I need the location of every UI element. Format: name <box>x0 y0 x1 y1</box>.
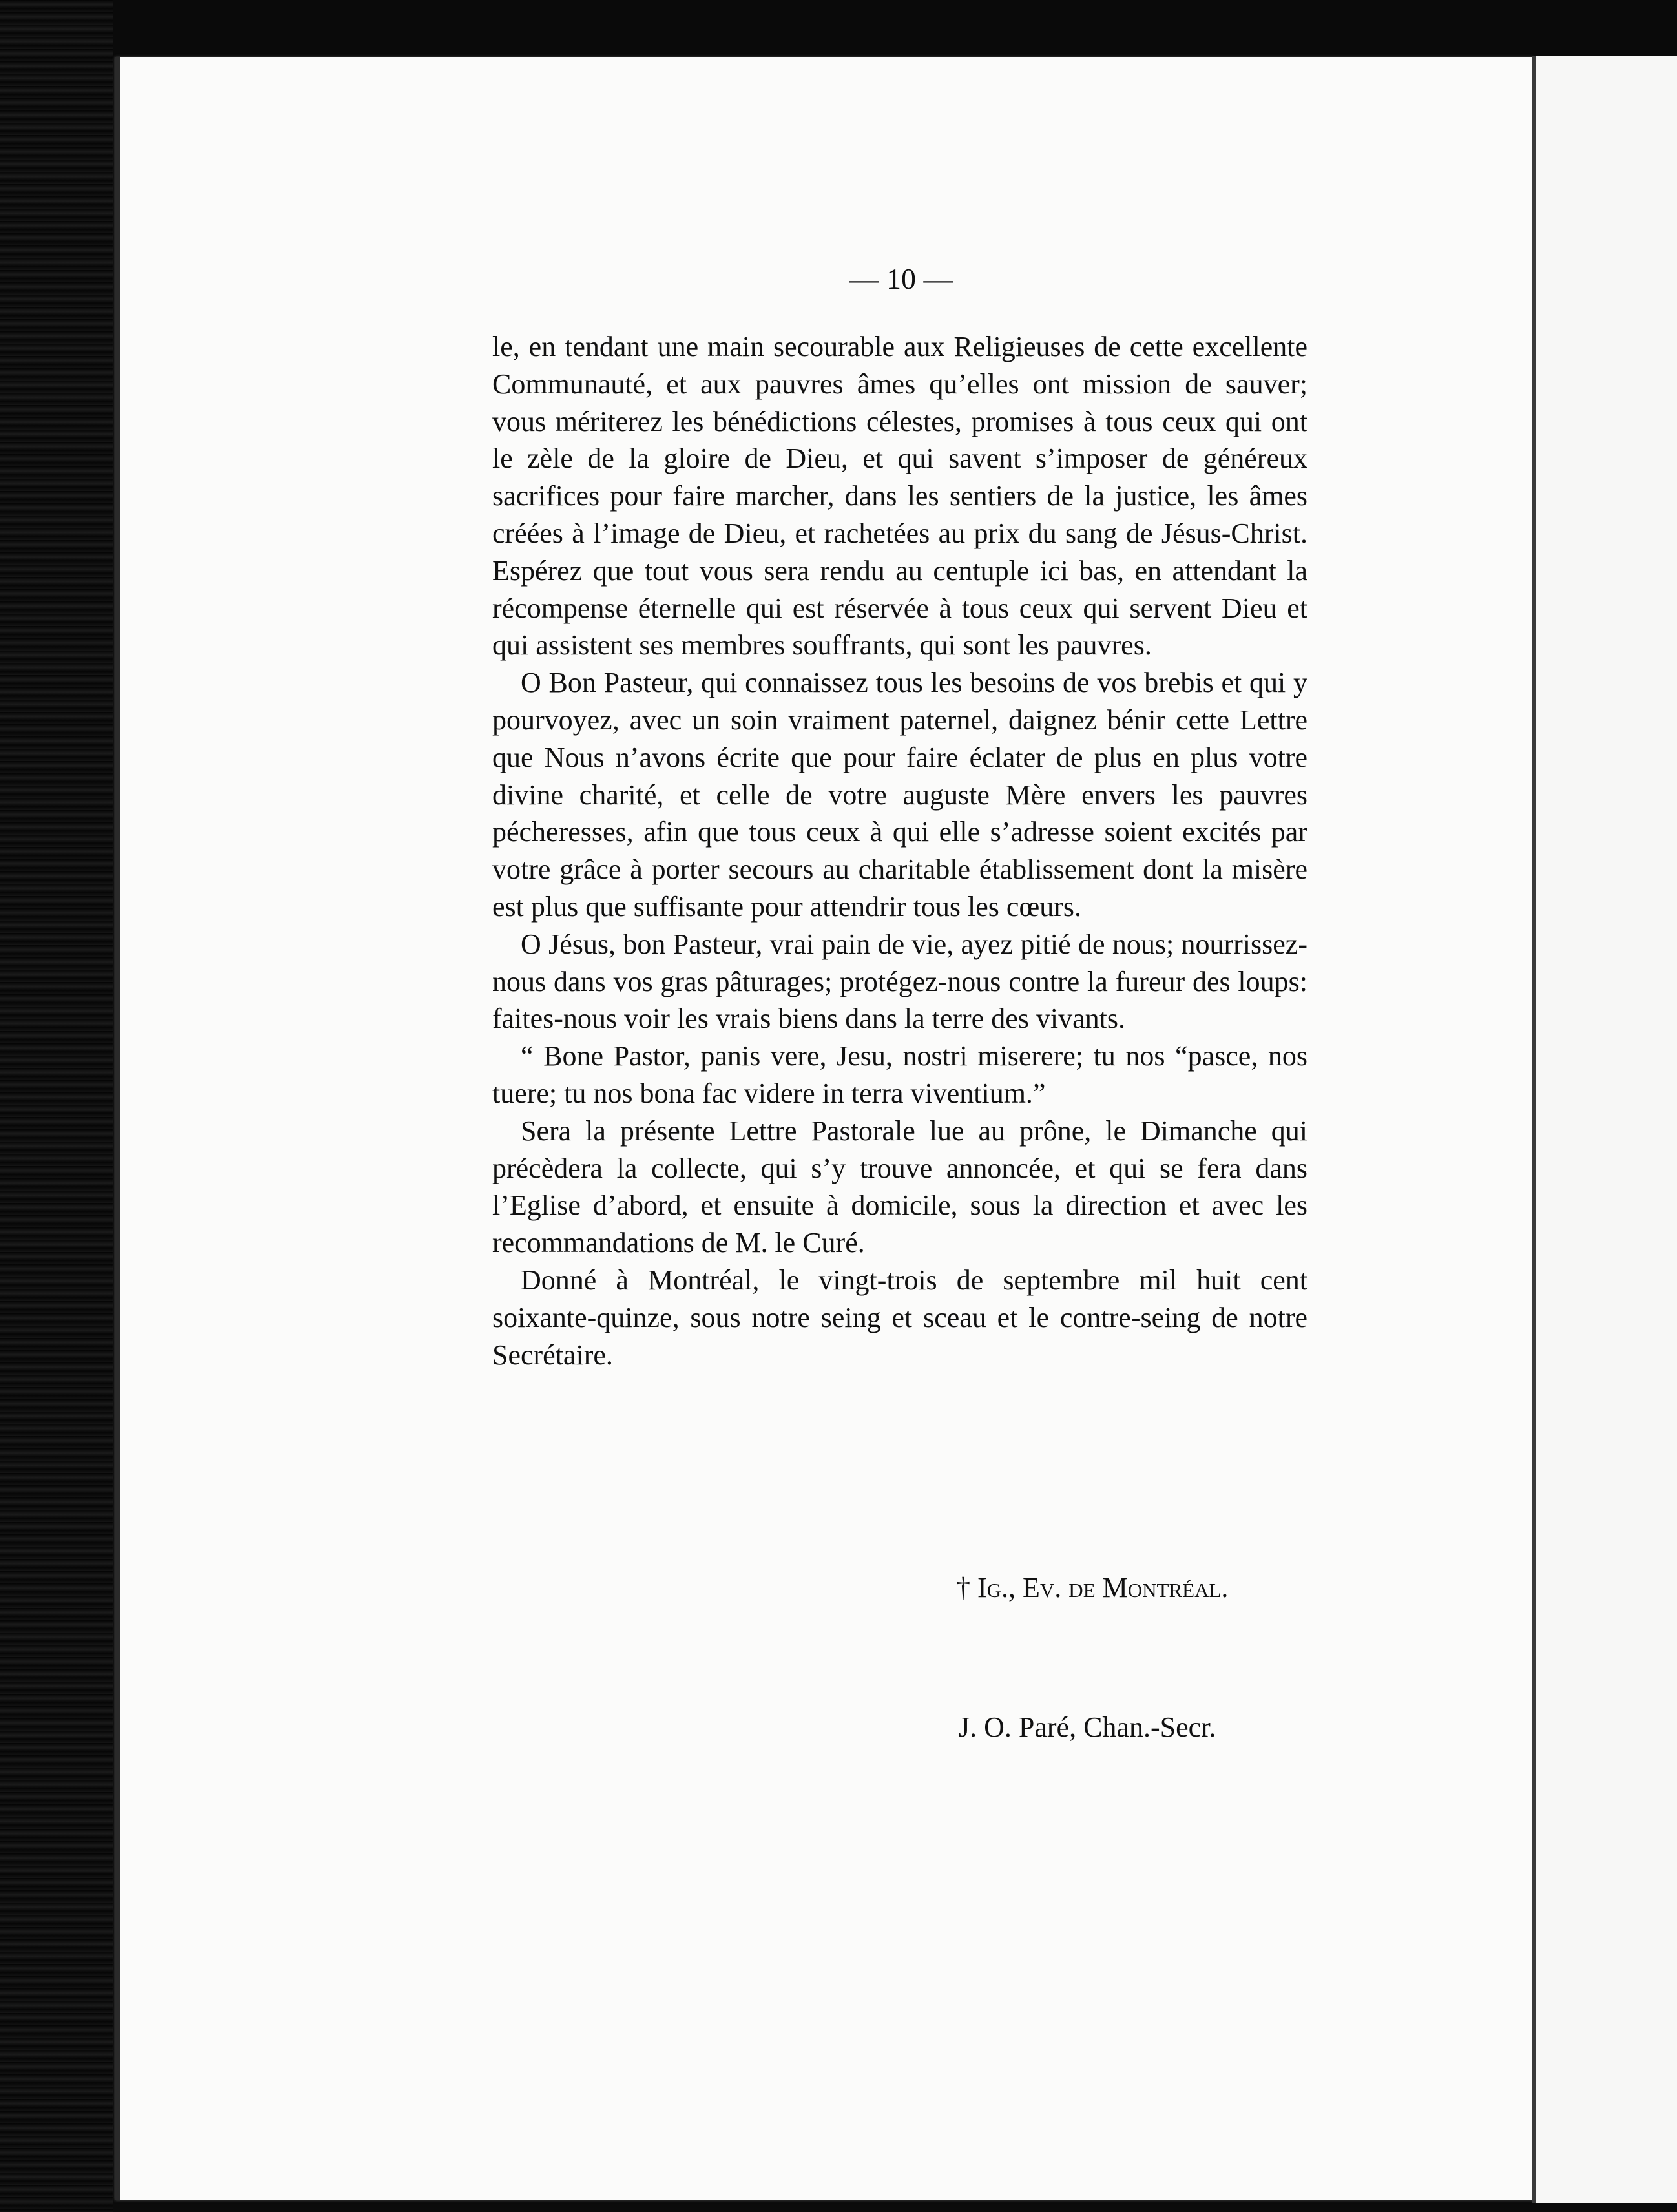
paragraph-continued: le, en tendant une main secourable aux Religieuses de cette excellente Communauté, et aux pauvres âmes qu’elles ont mission de sauver; vous mériterez les bénédictions célestes, promises à tous ceux qui ont le zèle de la gloire de Dieu, et qui savent s’imposer de généreux sacrifices pour faire marcher, dans les sentiers de la justice, les âmes créées à l’image de Dieu, et rachetées au prix du sang de Jésus-Christ. Espérez que tout vous sera rendu au centuple ici bas, en attendant la récompense éternelle qui est réservée à tous ceux qui servent Dieu et qui assistent ses membres souffrants, qui sont les pauvres. <box>492 331 1307 662</box>
paragraph-date-place: Donné à Montréal, le vingt-trois de septembre mil huit cent soixante-quinze, sous notre seing et sceau et le contre-seing de notre Secrétaire. <box>492 1264 1307 1371</box>
paragraph-reading-instruction: Sera la présente Lettre Pastorale lue au prône, le Dimanche qui précèdera la collecte, qui s’y trouve annoncée, et qui se fera dans l’Eglise d’abord, et ensuite à domicile, sous la direction et avec les recommandations de M. le Curé. <box>492 1114 1307 1259</box>
page-number: — 10 — <box>849 262 953 295</box>
paragraph-latin-quote: “ Bone Pastor, panis vere, Jesu, nostri miserere; tu nos “pasce, nos tuere; tu nos bona fac videre in terra viventium.” <box>492 1040 1307 1109</box>
bishop-signature: † Ig., Ev. de Montréal. <box>956 1572 1229 1603</box>
scan-border-top <box>0 0 1677 58</box>
scan-border-left <box>0 0 113 2212</box>
paragraph-bon-pasteur: O Bon Pasteur, qui connaissez tous les besoins de vos brebis et qui y pourvoyez, avec un soin vraiment paternel, daignez bénir cette Lettre que Nous n’avons écrite que pour faire éclater de plus en plus votre divine charité, et celle de votre auguste Mère envers les pauvres pécheresses, afin que tous ceux à qui elle s’adresse soient excités par votre grâce à porter secours au charitable établissement dont la misère est plus que suffisante pour attendrir tous les cœurs. <box>492 667 1307 923</box>
paragraph-o-jesus: O Jésus, bon Pasteur, vrai pain de vie, ayez pitié de nous; nourrissez-nous dans vos gras pâturages; protégez-nous contre la fureur des loups: faites-nous voir les vrais biens dans la terre des vivants. <box>492 928 1307 1035</box>
adjacent-page-edge <box>1532 56 1677 2203</box>
body-text <box>492 328 1307 1373</box>
secretary-signature: J. O. Paré, Chan.-Secr. <box>959 1711 1216 1743</box>
